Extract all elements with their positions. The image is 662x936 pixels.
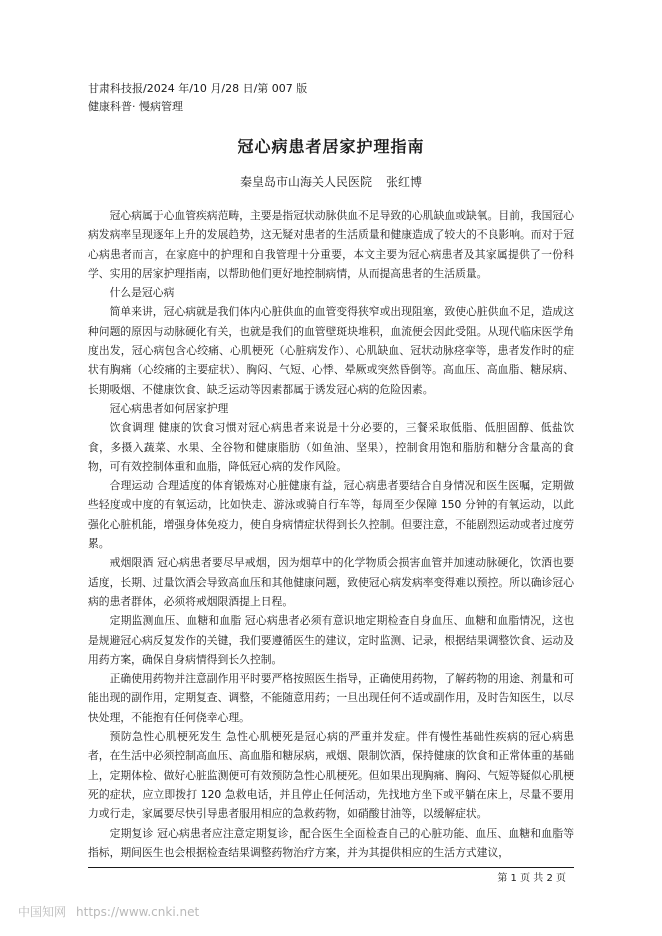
article-title: 冠心病患者居家护理指南 [237, 137, 425, 156]
watermark-url: https://www.cnki.net [76, 905, 200, 919]
page-number: 第 1 页 共 2 页 [497, 873, 566, 884]
paragraph: 定期复诊 冠心病患者应注意定期复诊，配合医生全面检查自己的心脏功能、血压、血糖和血脂等指标，期间医生也会根据检查结果调整药物治疗方案，并为其提供相应的生活方式建议， [88, 826, 574, 859]
column-line: 健康科普· 慢病管理 [88, 100, 183, 113]
paragraph: 预防急性心肌梗死发生 急性心肌梗死是冠心病的严重并发症。伴有慢性基础性疾病的冠心病患者，在生活中必须控制高血压、高血脂和糖尿病，戒烟、限制饮酒，保持健康的饮食和正常体重的基础上，定期体检、做好心脏监测便可有效预防急性心肌梗死。但如果出现胸痛、胸闷、气短等疑似心肌梗死的症状，应立即拨打 120 急救电话，并且停止任何活动，先找地方坐下或平躺在床上，尽量不要用力或行走，家属要尽快引导患者服用相应的急救药物，如硝酸甘油等，以缓解症状。 [88, 730, 574, 821]
paragraph-intro: 冠心病属于心血管疾病范畴，主要是指冠状动脉供血不足导致的心肌缺血或缺氧。目前，我国冠心病发病率呈现逐年上升的发展趋势，这无疑对患者的生活质量和健康造成了较大的不良影响。而对于冠心病患者而言，在家庭中的护理和自我管理十分重要，本文主要为冠心病患者及其家属提供了一份科学、实用的居家护理指南，以帮助他们更好地控制病情，从而提高患者的生活质量。 [88, 209, 574, 280]
article-body [88, 206, 574, 862]
section-heading: 什么是冠心病 [109, 286, 175, 300]
source-line: 甘肃科技报/2024 年/10 月/28 日/第 007 版 [88, 82, 308, 95]
paragraph: 合理运动 合理适度的体育锻炼对心脏健康有益，冠心病患者要结合自身情况和医生医嘱，定期做些轻度或中度的有氧运动，比如快走、游泳或骑自行车等，每周至少保障 150 分钟的有氧运动，以此强化心脏机能，增强身体免疫力，使自身病情症状得到长久控制。但要注意，不能剧烈运动或者过度劳累。 [88, 479, 574, 551]
paragraph: 定期监测血压、血糖和血脂 冠心病患者必须有意识地定期检查自身血压、血糖和血脂情况，这也是规避冠心病反复发作的关键，我们要遵循医生的建议，定时监测、记录，根据结果调整饮食、运动及用药方案，确保自身病情得到长久控制。 [88, 614, 574, 666]
paragraph: 正确使用药物并注意副作用平时要严格按照医生指导，正确使用药物，了解药物的用途、剂量和可能出现的副作用，定期复查、调整，不能随意用药；一旦出现任何不适或副作用，及时告知医生，以尽快处理，不能抱有任何侥幸心理。 [88, 672, 574, 724]
author: 张红博 [386, 175, 423, 189]
watermark-brand: 中国知网 [18, 905, 67, 919]
paragraph: 简单来讲，冠心病就是我们体内心脏供血的血管变得狭窄或出现阻塞，致使心脏供血不足，造成这种问题的原因与动脉硬化有关，也就是我们的血管壁斑块堆积，血流便会因此受阻。从现代临床医学角度出发，冠心病包含心绞痛、心肌梗死（心脏病发作）、心肌缺血、冠状动脉痉挛等，患者发作时的症状有胸痛（心绞痛的主要症状）、胸闷、气短、心悸、晕厥或突然昏倒等。高血压、高血脂、糖尿病、长期吸烟、不健康饮食、缺乏运动等因素都属于诱发冠心病的危险因素。 [88, 305, 574, 396]
institution: 秦皇岛市山海关人民医院 [239, 175, 372, 189]
footer-rule [88, 867, 574, 868]
section-heading: 冠心病患者如何居家护理 [109, 401, 229, 415]
paragraph: 戒烟限酒 冠心病患者要尽早戒烟，因为烟草中的化学物质会损害血管并加速动脉硬化，饮酒也要适度，长期、过量饮酒会导致高血压和其他健康问题，致使冠心病发病率变得难以预控。所以确诊冠心病的患者群体，必须将戒烟限酒提上日程。 [88, 556, 574, 608]
byline [0, 173, 662, 190]
cnki-watermark [18, 903, 199, 920]
source-header [88, 80, 307, 116]
paragraph: 饮食调理 健康的饮食习惯对冠心病患者来说是十分必要的，三餐采取低脂、低胆固醇、低盐饮食，多摄入蔬菜、水果、全谷物和健康脂肪（如鱼油、坚果），控制食用饱和脂肪和糖分含量高的食物，可有效控制体重和血脂，降低冠心病的发作风险。 [88, 421, 574, 473]
